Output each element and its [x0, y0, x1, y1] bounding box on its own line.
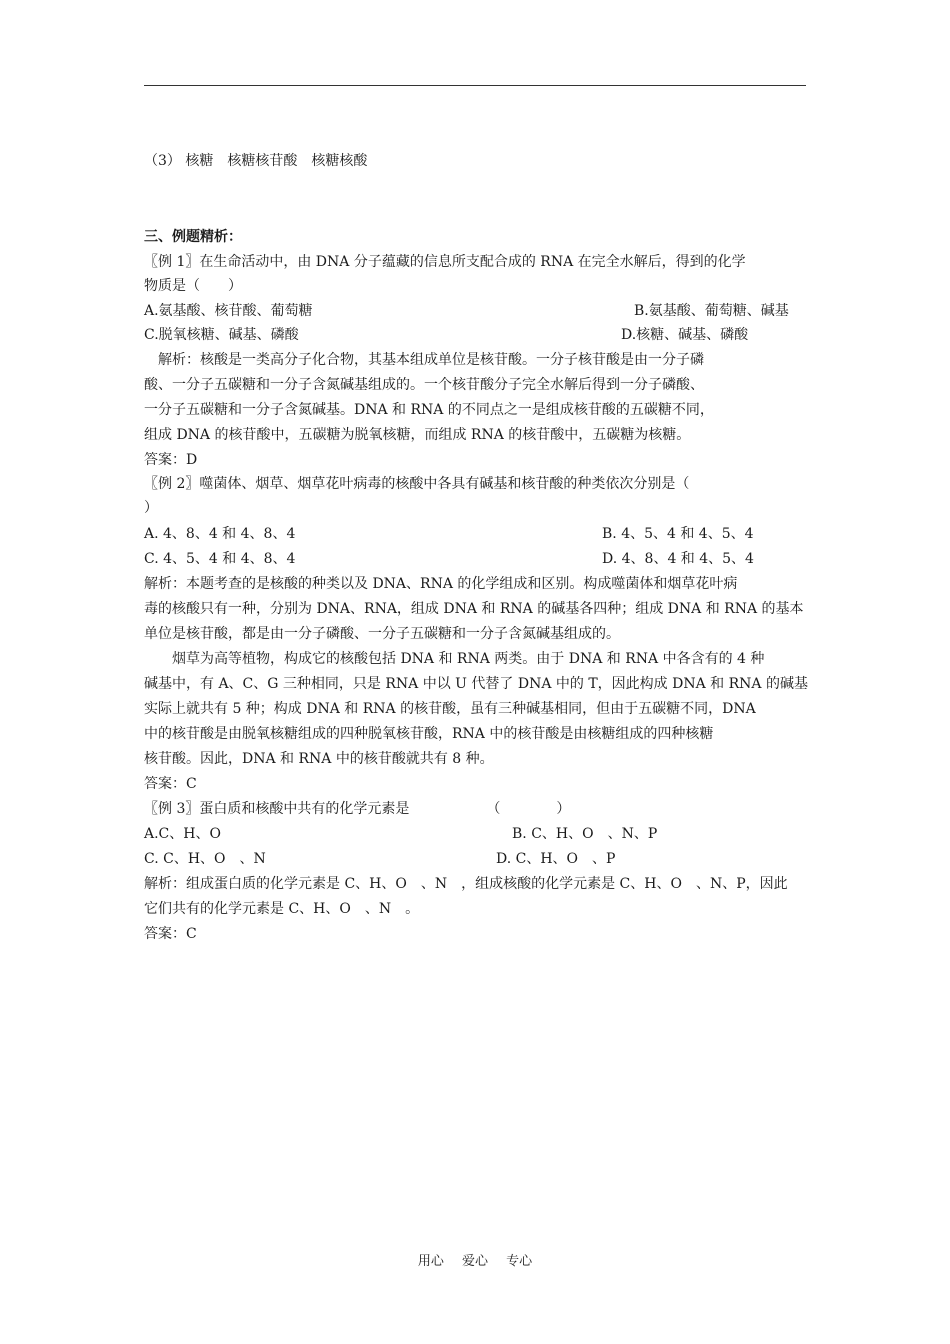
ex1-answer: 答案：D — [144, 452, 198, 468]
ex3-analysis-line2: 它们共有的化学元素是 C、H、O 、N 。 — [144, 901, 420, 917]
ex2-analysis-line3: 单位是核苷酸，都是由一分子磷酸、一分子五碳糖和一分子含氮碱基组成的。 — [144, 626, 620, 642]
ex3-option-a: A.C、H、O — [144, 826, 221, 842]
section-title: 三、例题精析： — [144, 229, 242, 245]
top-line: （3） 核糖 核糖核苷酸 核糖核酸 — [144, 153, 368, 169]
ex1-analysis-line1: 解析：核酸是一类高分子化合物，其基本组成单位是核苷酸。一分子核苷酸是由一分子磷 — [144, 352, 704, 368]
ex3-option-c: C. C、H、O 、N — [144, 851, 266, 867]
ex2-option-c: C. 4、5、4 和 4、8、4 — [144, 551, 296, 567]
ex1-analysis-line4: 组成 DNA 的核苷酸中，五碳糖为脱氧核糖，而组成 RNA 的核苷酸中，五碳糖为核糖。 — [144, 427, 691, 443]
ex2-analysis-line8: 核苷酸。因此，DNA 和 RNA 中的核苷酸就共有 8 种。 — [144, 751, 494, 767]
ex3-question: 〖例 3〗蛋白质和核酸中共有的化学元素是 （ ） — [144, 801, 571, 817]
ex2-analysis-line6: 实际上就共有 5 种；构成 DNA 和 RNA 的核苷酸，虽有三种碱基相同，但由于五碳糖不同，DNA — [144, 701, 756, 717]
ex1-option-d: D.核糖、碱基、磷酸 — [621, 327, 749, 343]
ex3-option-d: D. C、H、O 、P — [496, 851, 616, 867]
ex1-question-line2: 物质是（ ） — [144, 278, 242, 294]
ex2-option-b: B. 4、5、4 和 4、5、4 — [602, 526, 754, 542]
ex2-question-line2: ） — [144, 500, 158, 516]
header-rule — [144, 85, 806, 86]
ex3-analysis-line1: 解析：组成蛋白质的化学元素是 C、H、O 、N ，组成核酸的化学元素是 C、H、O 、N、P，因此 — [144, 876, 788, 892]
ex1-analysis-line3: 一分子五碳糖和一分子含氮碱基。DNA 和 RNA 的不同点之一是组成核苷酸的五碳糖不同， — [144, 402, 714, 418]
ex1-question-line1: 〖例 1〗在生命活动中，由 DNA 分子蕴藏的信息所支配合成的 RNA 在完全水解后，得到的化学 — [144, 254, 746, 270]
ex1-analysis-line2: 酸、一分子五碳糖和一分子含氮碱基组成的。一个核苷酸分子完全水解后得到一分子磷酸、 — [144, 377, 704, 393]
ex1-option-b: B.氨基酸、葡萄糖、碱基 — [634, 303, 789, 319]
ex2-option-a: A. 4、8、4 和 4、8、4 — [144, 526, 296, 542]
ex1-option-a: A.氨基酸、核苷酸、葡萄糖 — [144, 303, 313, 319]
ex2-question-line1: 〖例 2〗噬菌体、烟草、烟草花叶病毒的核酸中各具有碱基和核苷酸的种类依次分别是（ — [144, 476, 690, 492]
ex2-analysis-line4: 烟草为高等植物，构成它的核酸包括 DNA 和 RNA 两类。由于 DNA 和 RNA 中各含有的 4 种 — [144, 651, 765, 667]
page-footer: 用心 爱心 专心 — [417, 1254, 533, 1269]
ex2-analysis-line2: 毒的核酸只有一种，分别为 DNA、RNA，组成 DNA 和 RNA 的碱基各四种；组成 DNA 和 RNA 的基本 — [144, 601, 804, 617]
ex3-answer: 答案：C — [144, 926, 197, 942]
ex1-option-c: C.脱氧核糖、碱基、磷酸 — [144, 327, 299, 343]
ex2-answer: 答案：C — [144, 776, 197, 792]
ex2-analysis-line5: 碱基中，有 A、C、G 三种相同，只是 RNA 中以 U 代替了 DNA 中的 T，因此构成 DNA 和 RNA 的碱基 — [144, 676, 808, 692]
ex3-option-b: B. C、H、O 、N、P — [512, 826, 658, 842]
ex2-analysis-line1: 解析：本题考查的是核酸的种类以及 DNA、RNA 的化学组成和区别。构成噬菌体和烟草花叶病 — [144, 576, 738, 592]
ex2-analysis-line7: 中的核苷酸是由脱氧核糖组成的四种脱氧核苷酸，RNA 中的核苷酸是由核糖组成的四种核糖 — [144, 726, 714, 742]
ex2-option-d: D. 4、8、4 和 4、5、4 — [602, 551, 754, 567]
